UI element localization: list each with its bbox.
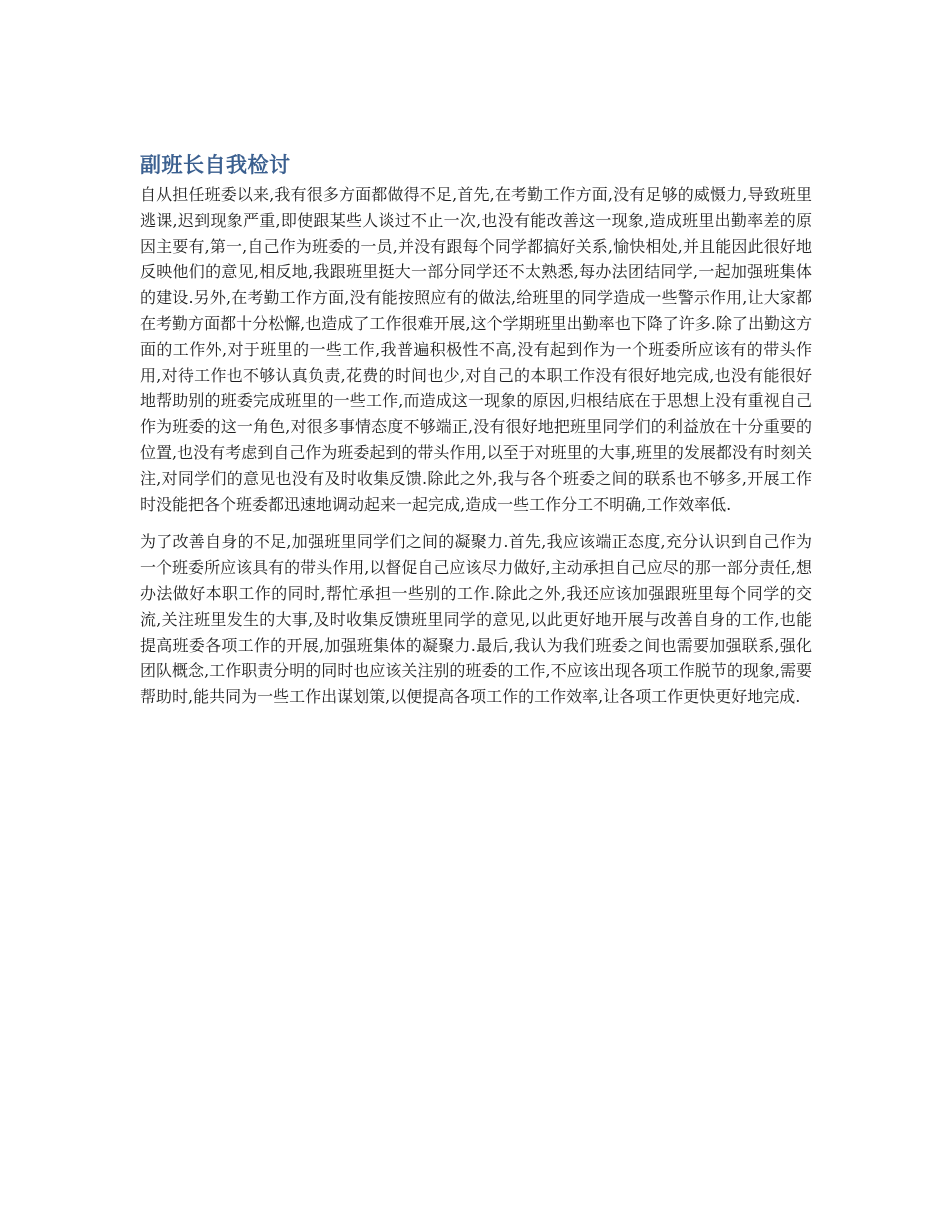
paragraph-2: 为了改善自身的不足,加强班里同学们之间的凝聚力.首先,我应该端正态度,充分认识到自己作为一个班委所应该具有的带头作用,以督促自己应该尽力做好,主动承担自己应尽的那一部分责任,想办法做好本职工作的同时,帮忙承担一些别的工作.除此之外,我还应该加强跟班里每个同学的交流,关注班里发生的大事,及时收集反馈班里同学的意见,以此更好地开展与改善自身的工作,也能提高班委各项工作的开展,加强班集体的凝聚力.最后,我认为我们班委之间也需要加强联系,强化团队概念,工作职责分明的同时也应该关注别的班委的工作,不应该出现各项工作脱节的现象,需要帮助时,能共同为一些工作出谋划策,以便提高各项工作的工作效率,让各项工作更快更好地完成. — [140, 532, 812, 707]
document-body — [140, 148, 812, 710]
document-title: 副班长自我检讨 — [140, 153, 291, 177]
paragraph-1: 自从担任班委以来,我有很多方面都做得不足,首先,在考勤工作方面,没有足够的威慑力,导致班里逃课,迟到现象严重,即使跟某些人谈过不止一次,也没有能改善这一现象,造成班里出勤率差的原因主要有,第一,自己作为班委的一员,并没有跟每个同学都搞好关系,愉快相处,并且能因此很好地反映他们的意见,相反地,我跟班里挺大一部分同学还不太熟悉,每办法团结同学,一起加强班集体的建设.另外,在考勤工作方面,没有能按照应有的做法,给班里的同学造成一些警示作用,让大家都在考勤方面都十分松懈,也造成了工作很难开展,这个学期班里出勤率也下降了许多.除了出勤这方面的工作外,对于班里的一些工作,我普遍积极性不高,没有起到作为一个班委所应该有的带头作用,对待工作也不够认真负责,花费的时间也少,对自己的本职工作没有很好地完成,也没有能很好地帮助别的班委完成班里的一些工作,而造成这一现象的原因,归根结底在于思想上没有重视自己作为班委的这一角色,对很多事情态度不够端正,没有很好地把班里同学们的利益放在十分重要的位置,也没有考虑到自己作为班委起到的带头作用,以至于对班里的大事,班里的发展都没有时刻关注,对同学们的意见也没有及时收集反馈.除此之外,我与各个班委之间的联系也不够多,开展工作时没能把各个班委都迅速地调动起来一起完成,造成一些工作分工不明确,工作效率低. — [140, 185, 812, 514]
